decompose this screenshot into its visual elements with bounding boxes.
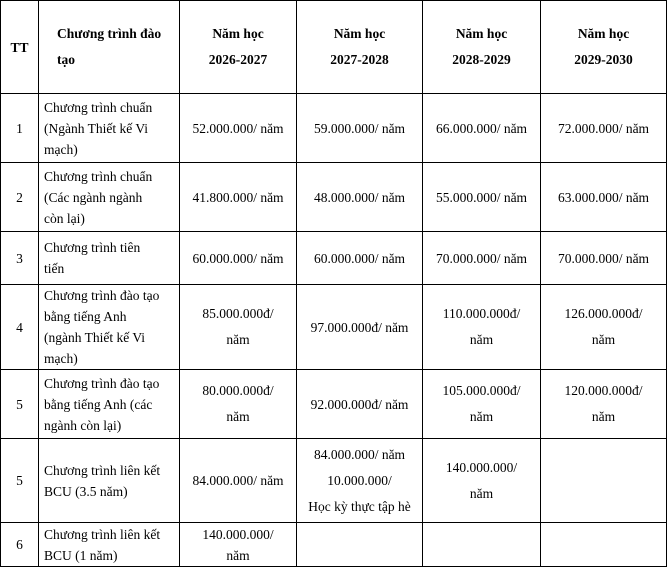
fee-2026: 52.000.000/ năm <box>180 94 297 163</box>
header-year-2026: Năm học 2026-2027 <box>180 1 297 94</box>
fee-2027: 60.000.000/ năm <box>297 232 423 285</box>
program-name: Chương trình đào tạo bằng tiếng Anh (các ngành còn lại) <box>39 370 180 439</box>
fee-2029: 63.000.000/ năm <box>541 163 667 232</box>
row-number: 6 <box>1 523 39 567</box>
fee-2028: 110.000.000đ/ năm <box>423 285 541 370</box>
header-year-2029: Năm học 2029-2030 <box>541 1 667 94</box>
table-row <box>1 523 667 567</box>
program-name: Chương trình tiên tiến <box>39 232 180 285</box>
fee-2026: 80.000.000đ/ năm <box>180 370 297 439</box>
fee-2029: 72.000.000/ năm <box>541 94 667 163</box>
row-number: 1 <box>1 94 39 163</box>
header-year-2028: Năm học 2028-2029 <box>423 1 541 94</box>
row-number: 5 <box>1 439 39 523</box>
fee-2028: 105.000.000đ/ năm <box>423 370 541 439</box>
fee-2028: 66.000.000/ năm <box>423 94 541 163</box>
fee-2027: 97.000.000đ/ năm <box>297 285 423 370</box>
fee-2028 <box>423 523 541 567</box>
program-name: Chương trình chuẩn (Ngành Thiết kế Vi mạch) <box>39 94 180 163</box>
fee-2028: 55.000.000/ năm <box>423 163 541 232</box>
row-number: 3 <box>1 232 39 285</box>
fee-2026: 85.000.000đ/ năm <box>180 285 297 370</box>
program-name: Chương trình đào tạo bằng tiếng Anh (ngành Thiết kế Vi mạch) <box>39 285 180 370</box>
fee-2029 <box>541 523 667 567</box>
fee-2029 <box>541 439 667 523</box>
fee-2029: 126.000.000đ/ năm <box>541 285 667 370</box>
table-row <box>1 163 667 232</box>
header-year-2027: Năm học 2027-2028 <box>297 1 423 94</box>
fee-2026: 140.000.000/ năm <box>180 523 297 567</box>
fee-2027: 92.000.000đ/ năm <box>297 370 423 439</box>
header-program: Chương trình đào tạo <box>39 1 180 94</box>
fee-2027 <box>297 523 423 567</box>
table-row <box>1 285 667 370</box>
table-row <box>1 370 667 439</box>
fee-2028: 140.000.000/ năm <box>423 439 541 523</box>
program-name: Chương trình liên kết BCU (3.5 năm) <box>39 439 180 523</box>
fee-2027: 84.000.000/ năm 10.000.000/ Học kỳ thực tập hè <box>297 439 423 523</box>
fee-2027: 48.000.000/ năm <box>297 163 423 232</box>
program-name: Chương trình liên kết BCU (1 năm) <box>39 523 180 567</box>
table-row <box>1 232 667 285</box>
fee-2026: 84.000.000/ năm <box>180 439 297 523</box>
fee-2026: 41.800.000/ năm <box>180 163 297 232</box>
fee-2029: 120.000.000đ/ năm <box>541 370 667 439</box>
fee-2029: 70.000.000/ năm <box>541 232 667 285</box>
program-name: Chương trình chuẩn (Các ngành ngành còn lại) <box>39 163 180 232</box>
fee-2027: 59.000.000/ năm <box>297 94 423 163</box>
table-row <box>1 439 667 523</box>
fee-2026: 60.000.000/ năm <box>180 232 297 285</box>
header-tt: TT <box>1 1 39 94</box>
fee-2028: 70.000.000/ năm <box>423 232 541 285</box>
row-number: 4 <box>1 285 39 370</box>
row-number: 5 <box>1 370 39 439</box>
table-row <box>1 94 667 163</box>
header-row <box>1 1 667 94</box>
row-number: 2 <box>1 163 39 232</box>
